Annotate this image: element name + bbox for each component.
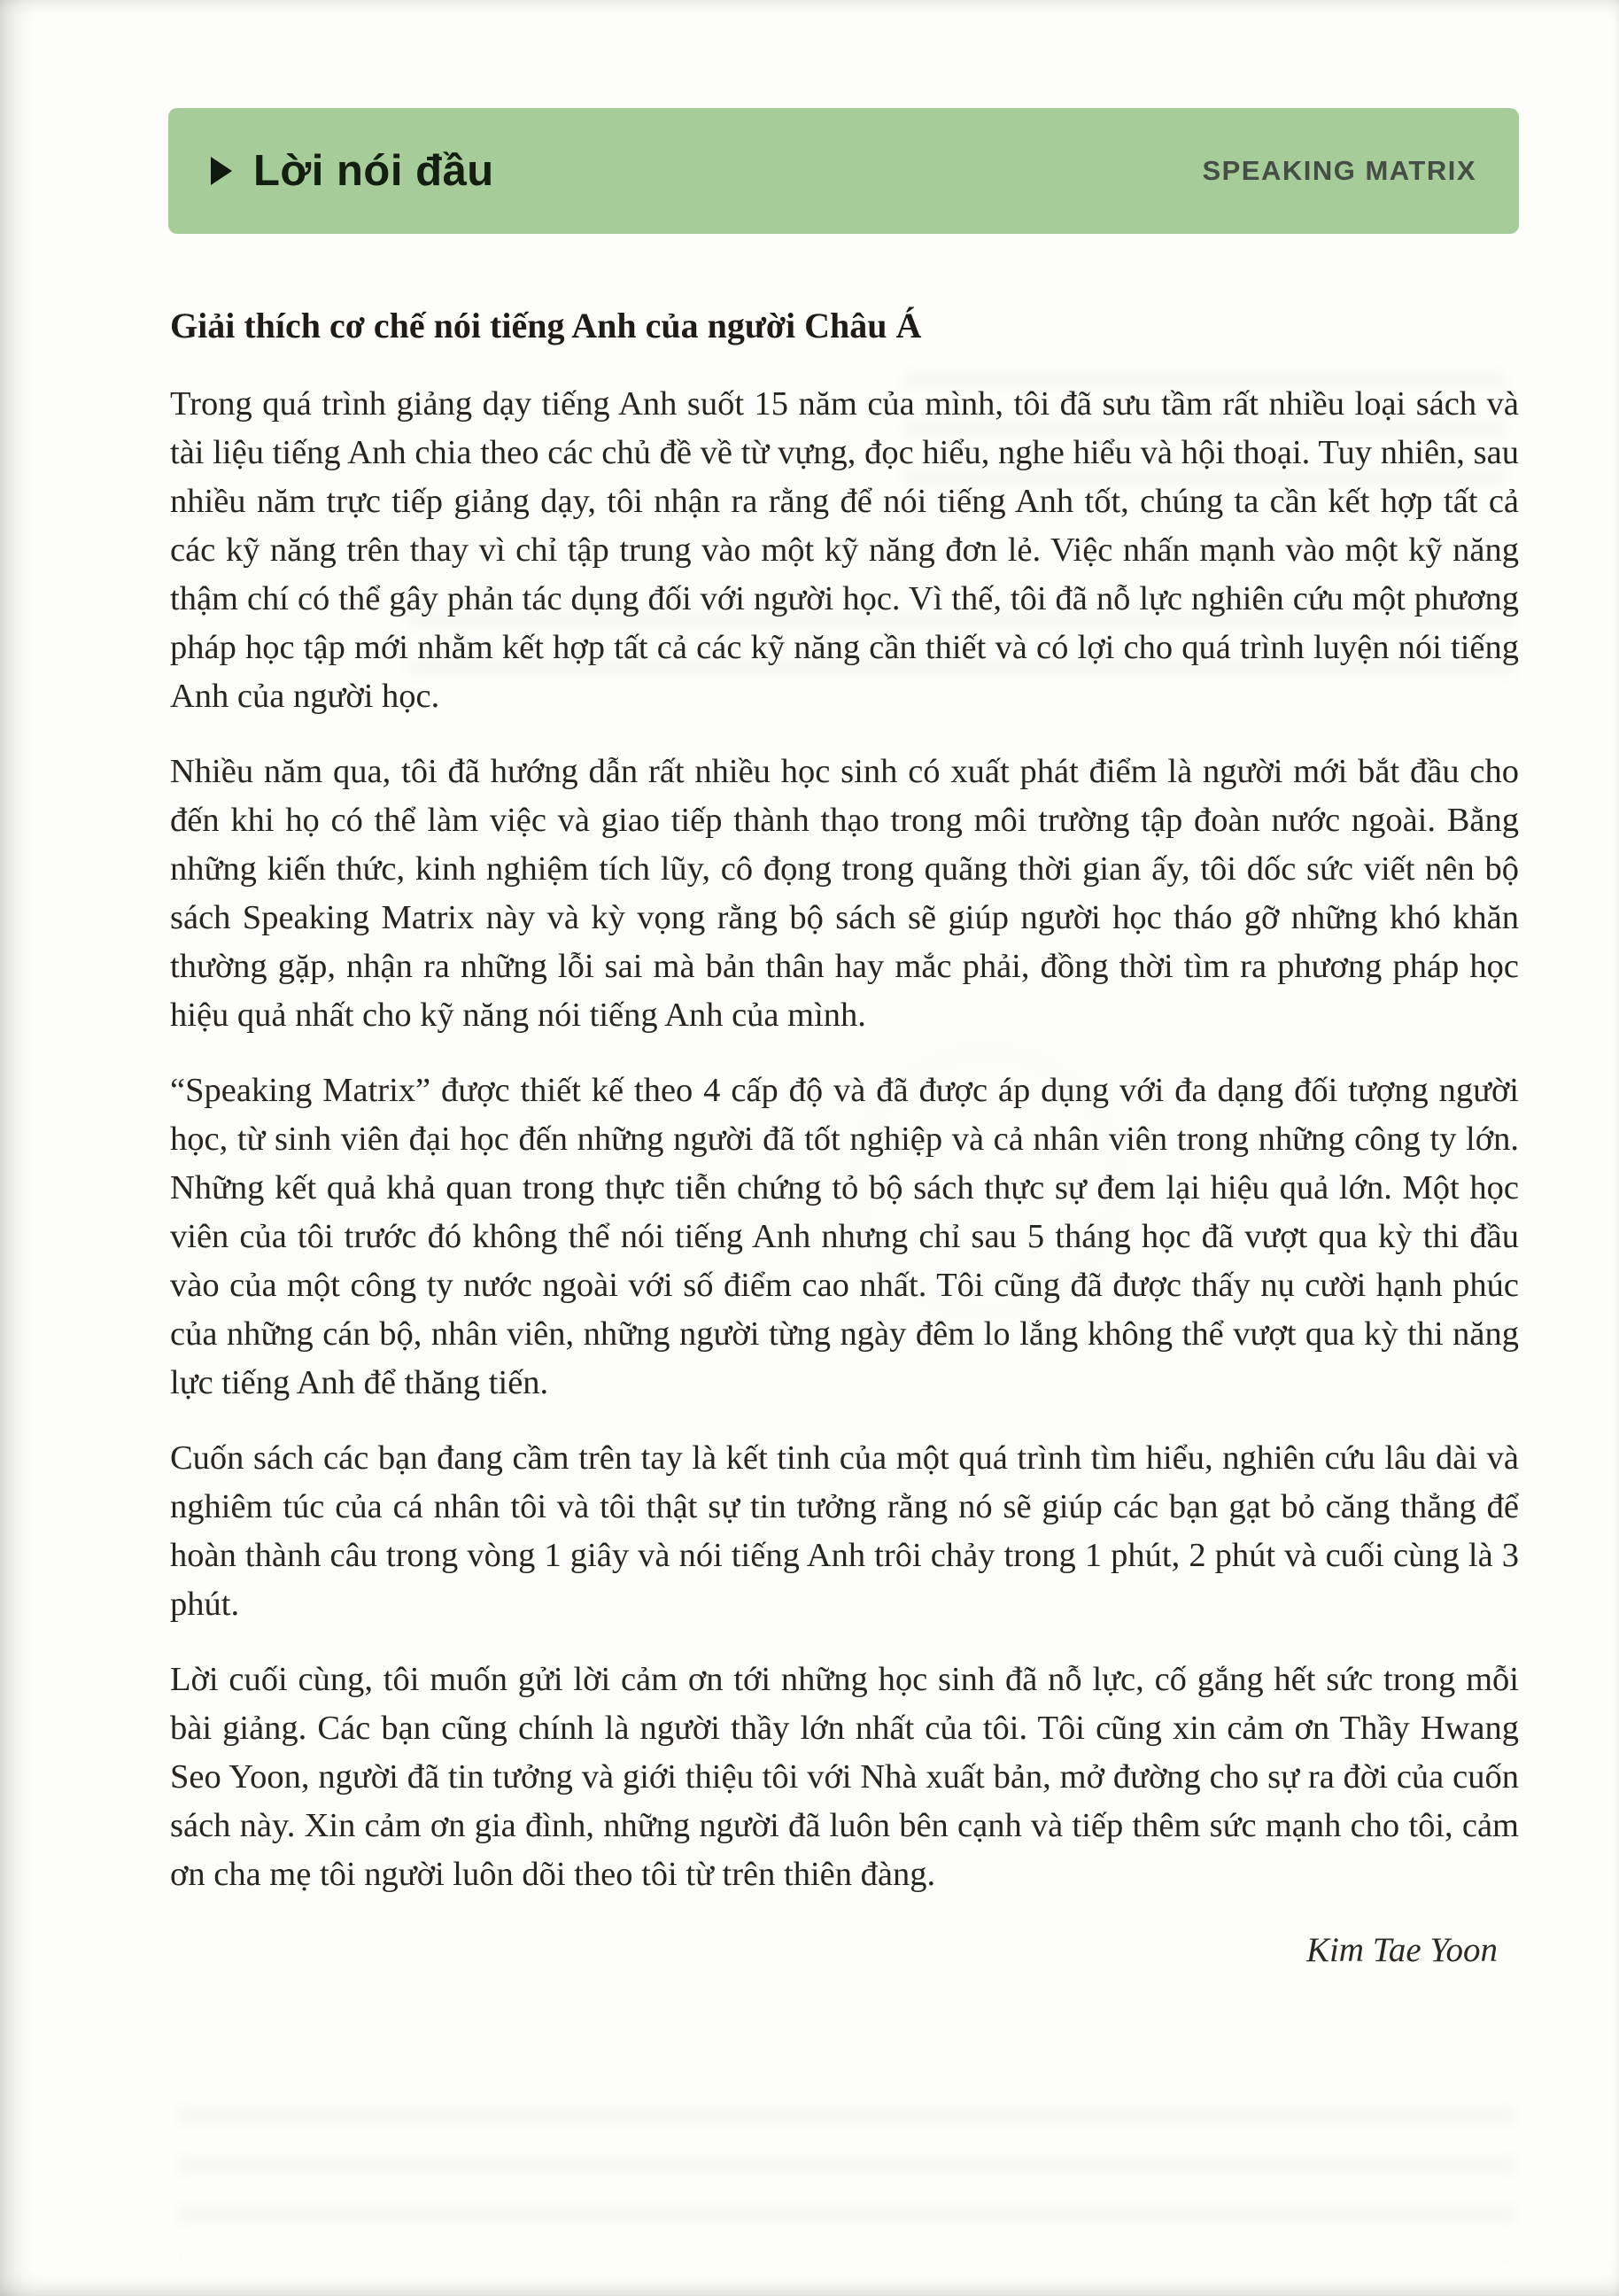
author-signature: Kim Tae Yoon bbox=[1305, 1931, 1498, 1969]
paragraph: Trong quá trình giảng dạy tiếng Anh suốt 15 năm của mình, tôi đã sưu tầm rất nhiều loại sách và tài liệu tiếng Anh chia theo các chủ đề về từ vựng, đọc hiểu, nghe hiểu và hội thoại. Tuy nhiên, sau nhiều năm trực tiếp giảng dạy, tôi nhận ra rằng để nói tiếng Anh tốt, chúng ta cần kết hợp tất cả các kỹ năng trên thay vì chỉ tập trung vào một kỹ năng đơn lẻ. Việc nhấn mạnh vào một kỹ năng thậm chí có thể gây phản tác dụng đối với người học. Vì thế, tôi đã nỗ lực nghiên cứu một phương pháp học tập mới nhằm kết hợp tất cả các kỹ năng cần thiết và có lợi cho quá trình luyện nói tiếng Anh của người học. bbox=[170, 385, 1519, 715]
triangle-bullet-icon bbox=[211, 157, 232, 185]
paragraph: Lời cuối cùng, tôi muốn gửi lời cảm ơn tới những học sinh đã nỗ lực, cố gắng hết sức trong mỗi bài giảng. Các bạn cũng chính là người thầy lớn nhất của tôi. Tôi cũng xin cảm ơn Thầy Hwang Seo Yoon, người đã tin tưởng và giới thiệu tôi với Nhà xuất bản, mở đường cho sự ra đời của cuốn sách này. Xin cảm ơn gia đình, những người đã luôn bên cạnh và tiếp thêm sức mạnh cho tôi, cảm ơn cha mẹ tôi người luôn dõi theo tôi từ trên thiên đàng. bbox=[170, 1661, 1519, 1893]
bleed-through-artifact bbox=[177, 2108, 1514, 2259]
brand-label: SPEAKING MATRIX bbox=[1202, 155, 1476, 186]
page-header bbox=[168, 108, 1519, 234]
paragraph: Cuốn sách các bạn đang cầm trên tay là kết tinh của một quá trình tìm hiểu, nghiên cứu lâu dài và nghiêm túc của cá nhân tôi và tôi thật sự tin tưởng rằng nó sẽ giúp các bạn gạt bỏ căng thẳng để hoàn thành câu trong vòng 1 giây và nói tiếng Anh trôi chảy trong 1 phút, 2 phút và cuối cùng là 3 phút. bbox=[170, 1439, 1519, 1623]
paragraph: “Speaking Matrix” được thiết kế theo 4 cấp độ và đã được áp dụng với đa dạng đối tượng người học, từ sinh viên đại học đến những người đã tốt nghiệp và cả nhân viên trong những công ty lớn. Những kết quả khả quan trong thực tiễn chứng tỏ bộ sách thực sự đem lại hiệu quả lớn. Một học viên của tôi trước đó không thể nói tiếng Anh nhưng chỉ sau 5 tháng học đã vượt qua kỳ thi đầu vào của một công ty nước ngoài với số điểm cao nhất. Tôi cũng đã được thấy nụ cười hạnh phúc của những cán bộ, nhân viên, những người từng ngày đêm lo lắng không thể vượt qua kỳ thi năng lực tiếng Anh để thăng tiến. bbox=[170, 1072, 1519, 1401]
preface-content bbox=[170, 301, 1519, 1974]
section-heading: Giải thích cơ chế nói tiếng Anh của người Châu Á bbox=[170, 306, 922, 345]
paragraph: Nhiều năm qua, tôi đã hướng dẫn rất nhiều học sinh có xuất phát điểm là người mới bắt đầu cho đến khi họ có thể làm việc và giao tiếp thành thạo trong môi trường tập đoàn nước ngoài. Bằng những kiến thức, kinh nghiệm tích lũy, cô đọng trong quãng thời gian ấy, tôi dốc sức viết nên bộ sách Speaking Matrix này và kỳ vọng rằng bộ sách sẽ giúp người học tháo gỡ những khó khăn thường gặp, nhận ra những lỗi sai mà bản thân hay mắc phải, đồng thời tìm ra phương pháp học hiệu quả nhất cho kỹ năng nói tiếng Anh của mình. bbox=[170, 753, 1519, 1034]
header-title: Lời nói đầu bbox=[253, 147, 494, 195]
